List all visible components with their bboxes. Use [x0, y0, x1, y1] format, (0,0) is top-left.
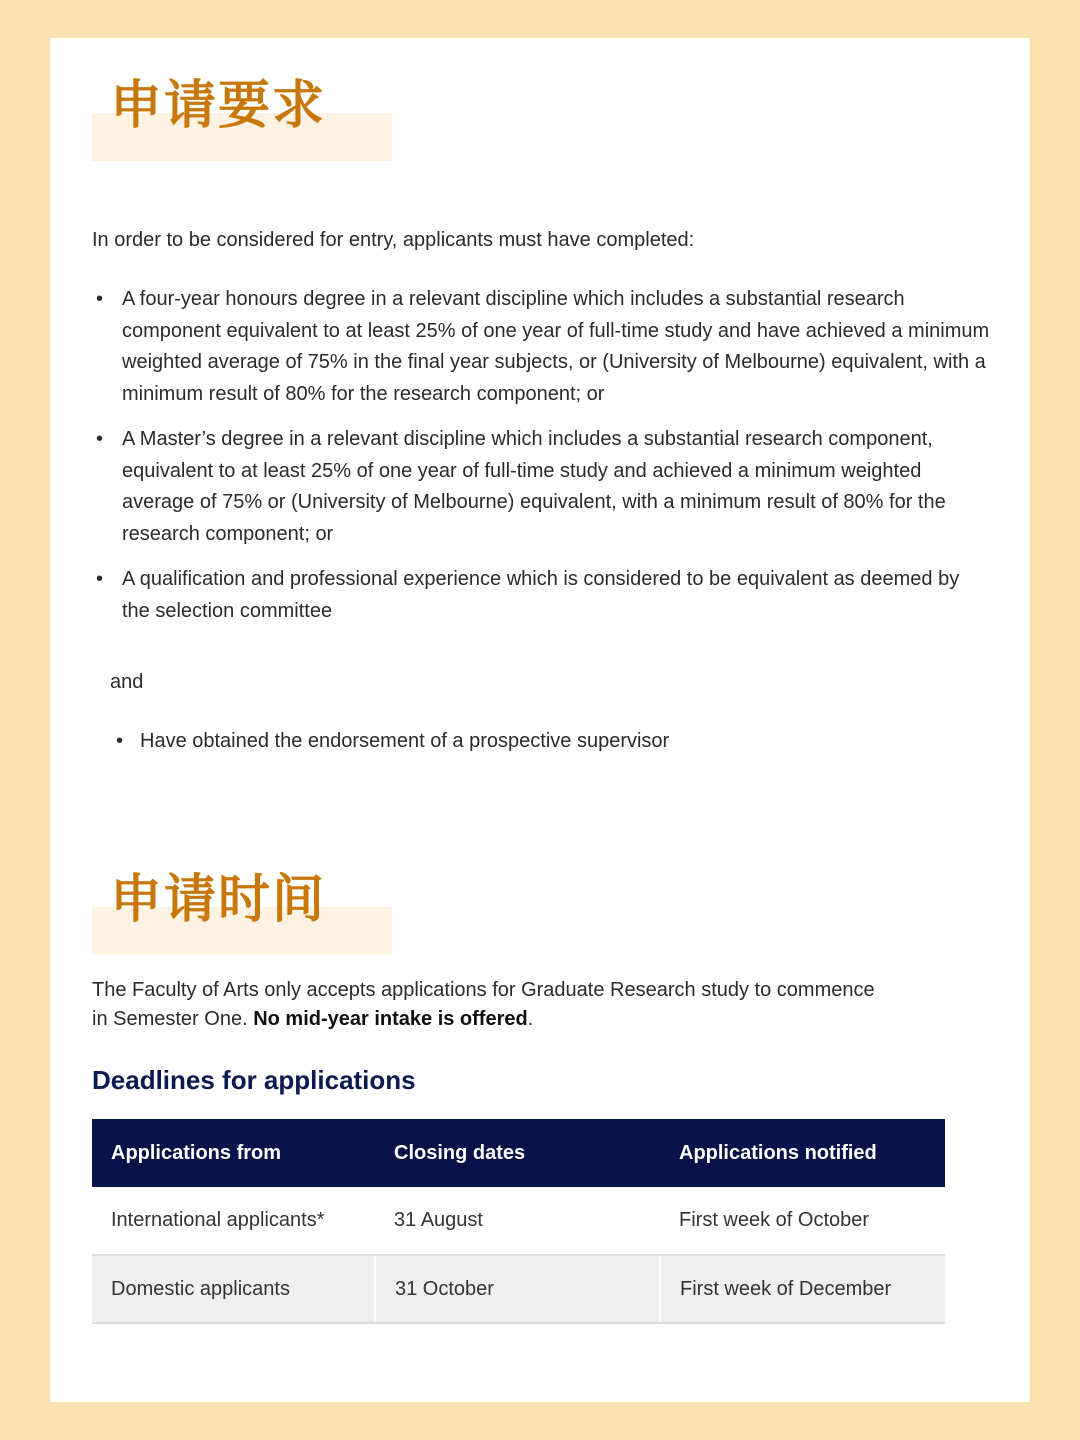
table-cell: 31 August: [375, 1187, 660, 1255]
timing-heading-block: [92, 832, 392, 930]
timing-end-punct: .: [527, 1008, 534, 1030]
table-cell: First week of December: [660, 1255, 945, 1323]
additional-requirements-list: [112, 726, 972, 756]
bullet-icon: •: [96, 288, 104, 310]
column-header: Applications notified: [660, 1119, 945, 1187]
column-header: Applications from: [92, 1119, 375, 1187]
bullet-icon: •: [96, 428, 104, 450]
requirements-heading-block: [92, 38, 392, 136]
requirements-list: [92, 284, 992, 641]
bullet-icon: •: [96, 568, 104, 590]
table-row: [92, 1255, 945, 1323]
requirement-item: [92, 284, 992, 410]
requirement-text: Have obtained the endorsement of a prospective supervisor: [140, 730, 670, 752]
timing-paragraph: [92, 976, 892, 1034]
bullet-icon: •: [116, 730, 124, 752]
table-cell: First week of October: [660, 1187, 945, 1255]
requirements-intro: In order to be considered for entry, applicants must have completed:: [92, 229, 695, 251]
content-card: [50, 38, 1030, 1402]
table-cell: 31 October: [375, 1255, 660, 1323]
deadlines-table: [92, 1119, 945, 1324]
timing-text: The Faculty of Arts only accepts applications for Graduate Research study to commence in Semester One.: [92, 979, 875, 1030]
requirements-heading: 申请要求: [110, 76, 327, 136]
deadlines-title: Deadlines for applications: [92, 1065, 416, 1095]
table-cell: International applicants*: [92, 1187, 375, 1255]
and-connector: and: [110, 671, 144, 693]
table-cell: Domestic applicants: [92, 1255, 375, 1323]
timing-bold-text: No mid-year intake is offered: [253, 1008, 528, 1030]
table-header-row: [92, 1119, 945, 1187]
requirement-text: A qualification and professional experience which is considered to be equivalent as deemed by the selection committee: [122, 568, 960, 622]
requirement-item: [92, 424, 992, 550]
requirement-text: A four-year honours degree in a relevant discipline which includes a substantial research component equivalent to at least 25% of one year of full-time study and have achieved a minimum weighted average of 75% in the final year subjects, or (University of Melbourne) equivalent, with a minimum result of 80% for the research component; or: [122, 288, 990, 405]
requirement-text: A Master’s degree in a relevant discipline which includes a substantial research component, equivalent to at least 25% of one year of full-time study and achieved a minimum weighted average of 75% or (University of Melbourne) equivalent, with a minimum result of 80% for the research component; or: [122, 428, 946, 545]
requirement-item: [92, 564, 992, 627]
column-header: Closing dates: [375, 1119, 660, 1187]
timing-heading: 申请时间: [110, 870, 327, 930]
table-row: [92, 1187, 945, 1255]
requirement-item: [112, 726, 972, 756]
